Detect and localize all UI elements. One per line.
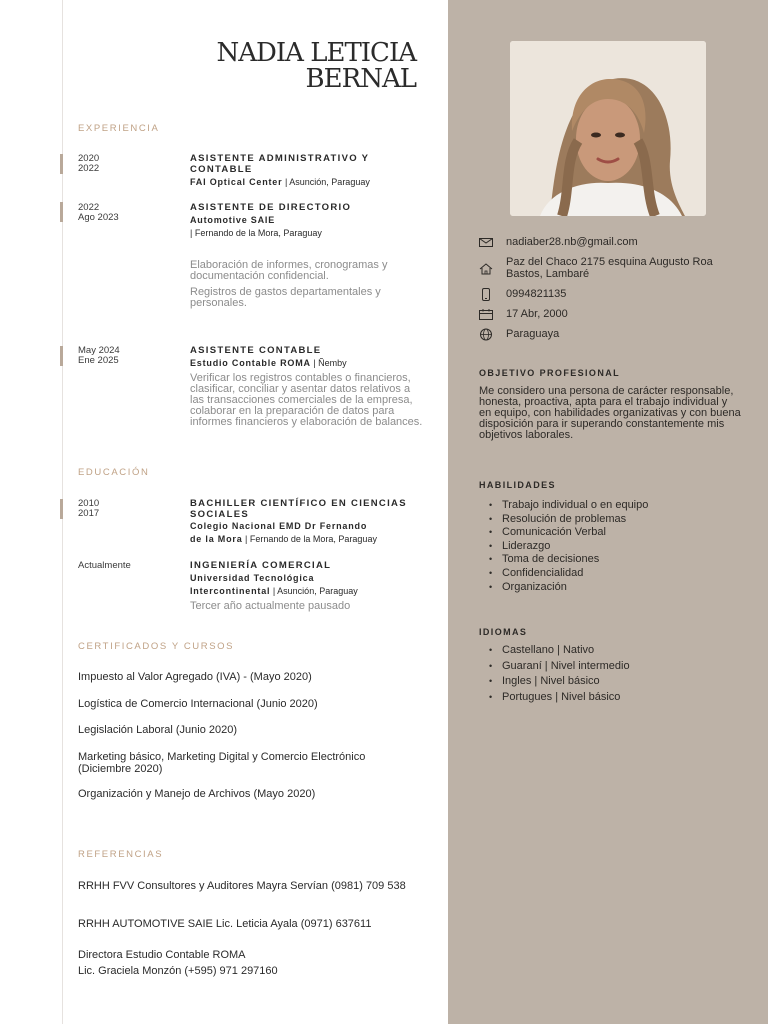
section-education-label: EDUCACIÓN xyxy=(78,467,150,478)
skill-item: • Toma de decisiones xyxy=(489,553,648,567)
job-company xyxy=(190,176,425,189)
home-icon xyxy=(478,262,494,275)
date-end: 2017 xyxy=(78,508,100,519)
entry-marker xyxy=(60,346,63,366)
contact-birthdate xyxy=(478,308,756,321)
degree-title: INGENIERÍA COMERCIAL xyxy=(190,560,332,571)
date-start: 2020 xyxy=(78,153,100,164)
reference-item: RRHH AUTOMOTIVE SAIE Lic. Leticia Ayala (0971) 637611 xyxy=(78,918,372,930)
job-title: ASISTENTE CONTABLE xyxy=(190,345,322,356)
calendar-icon xyxy=(478,308,494,321)
section-certificates-label: CERTIFICADOS Y CURSOS xyxy=(78,641,235,652)
language-item: • Portugues | Nivel básico xyxy=(489,690,630,706)
languages-list xyxy=(489,643,630,705)
birthdate-text: 17 Abr, 2000 xyxy=(506,308,568,320)
name-line-1: NADIA LETICIA xyxy=(216,38,416,68)
contact-address xyxy=(478,256,746,280)
certificate-item: Impuesto al Valor Agregado (IVA) - (Mayo 2020) xyxy=(78,671,312,683)
school-name xyxy=(190,572,425,598)
skills-list xyxy=(489,499,648,594)
contact-nationality xyxy=(478,328,756,341)
date-end: 2022 xyxy=(78,163,100,174)
job-description: Verificar los registros contables o financieros, clasificar, conciliar y asentar datos relativos a las transacciones comerciales de la empresa, colaborar en la preparación de datos para informes financieros y elaboración de balances. xyxy=(190,372,423,428)
skill-item: • Organización xyxy=(489,581,648,595)
nationality-text: Paraguaya xyxy=(506,328,560,340)
objective-label: OBJETIVO PROFESIONAL xyxy=(479,368,621,378)
section-experience-label: EXPERIENCIA xyxy=(78,123,160,134)
school-line: Universidad Tecnológica xyxy=(190,573,315,583)
skill-item: • Comunicación Verbal xyxy=(489,526,648,540)
school-line: Intercontinental xyxy=(190,586,271,596)
skills-label: HABILIDADES xyxy=(479,480,556,490)
school-name xyxy=(190,520,425,546)
address-text: Paz del Chaco 2175 esquina Augusto Roa Bastos, Lambaré xyxy=(506,256,713,280)
company-name: Estudio Contable ROMA xyxy=(190,358,311,368)
globe-icon xyxy=(478,328,494,341)
entry-marker xyxy=(60,202,63,222)
skill-item: • Confidencialidad xyxy=(489,567,648,581)
job-title: ASISTENTE DE DIRECTORIO xyxy=(190,202,352,213)
date-start: 2010 xyxy=(78,498,100,509)
language-item: • Ingles | Nivel básico xyxy=(489,674,630,690)
company-location: | Fernando de la Mora, Paraguay xyxy=(190,228,322,238)
company-name: FAI Optical Center xyxy=(190,177,283,187)
contact-phone xyxy=(478,288,756,301)
language-item: • Guaraní | Nivel intermedio xyxy=(489,659,630,675)
job-company xyxy=(190,357,425,370)
reference-item: RRHH FVV Consultores y Auditores Mayra Servían (0981) 709 538 xyxy=(78,880,406,892)
company-name: Automotive SAIE xyxy=(190,215,276,225)
portrait-illustration xyxy=(510,41,706,216)
mail-icon xyxy=(478,236,494,249)
certificate-item: Legislación Laboral (Junio 2020) xyxy=(78,724,237,736)
company-location: | Ñemby xyxy=(313,358,347,368)
school-line: de la Mora xyxy=(190,534,243,544)
date-end: Ene 2025 xyxy=(78,355,119,366)
job-description: Elaboración de informes, cronogramas y documentación confidencial. xyxy=(190,259,388,282)
skill-item: • Liderazgo xyxy=(489,540,648,554)
language-item: • Castellano | Nativo xyxy=(489,643,630,659)
phone-text: 0994821135 xyxy=(506,288,567,300)
profile-photo xyxy=(510,41,706,216)
degree-note: Tercer año actualmente pausado xyxy=(190,600,351,612)
certificate-item: Marketing básico, Marketing Digital y Comercio Electrónico (Diciembre 2020) xyxy=(78,751,366,775)
date-start: 2022 xyxy=(78,202,100,213)
entry-marker xyxy=(60,499,63,519)
company-location: | Asunción, Paraguay xyxy=(284,177,370,187)
entry-date xyxy=(78,499,99,519)
entry-marker xyxy=(60,154,63,174)
objective-text: Me considero una persona de carácter responsable, honesta, proactiva, apta para el trabajo individual y en equipo, con habilidades organizativas y con buena disposición para ir superando constantemente mis objetivos laborales. xyxy=(479,385,741,441)
certificate-item: Logística de Comercio Internacional (Junio 2020) xyxy=(78,698,318,710)
entry-date xyxy=(78,154,99,174)
job-title: ASISTENTE ADMINISTRATIVO Y CONTABLE xyxy=(190,153,370,175)
job-company xyxy=(190,214,425,240)
reference-item: Lic. Graciela Monzón (+595) 971 297160 xyxy=(78,965,278,977)
school-line: Colegio Nacional EMD Dr Fernando xyxy=(190,521,368,531)
email-text: nadiaber28.nb@gmail.com xyxy=(506,236,638,248)
languages-label: IDIOMAS xyxy=(479,627,528,637)
entry-date: Actualmente xyxy=(78,560,131,571)
section-references-label: REFERENCIAS xyxy=(78,849,164,860)
date-end: Ago 2023 xyxy=(78,212,119,223)
entry-date xyxy=(78,346,120,366)
name-line-2: BERNAL xyxy=(305,64,416,94)
school-location: | Asunción, Paraguay xyxy=(272,586,358,596)
contact-email xyxy=(478,236,756,249)
job-description: Registros de gastos departamentales y personales. xyxy=(190,286,381,309)
skill-item: • Resolución de problemas xyxy=(489,513,648,527)
certificate-item: Organización y Manejo de Archivos (Mayo 2020) xyxy=(78,788,316,800)
skill-item: • Trabajo individual o en equipo xyxy=(489,499,648,513)
date-start: May 2024 xyxy=(78,345,120,356)
phone-icon xyxy=(478,288,494,301)
resume-name xyxy=(217,40,416,92)
reference-item: Directora Estudio Contable ROMA xyxy=(78,949,246,961)
school-location: | Fernando de la Mora, Paraguay xyxy=(245,534,377,544)
degree-title: BACHILLER CIENTÍFICO EN CIENCIAS SOCIALES xyxy=(190,498,407,520)
entry-date xyxy=(78,203,119,223)
